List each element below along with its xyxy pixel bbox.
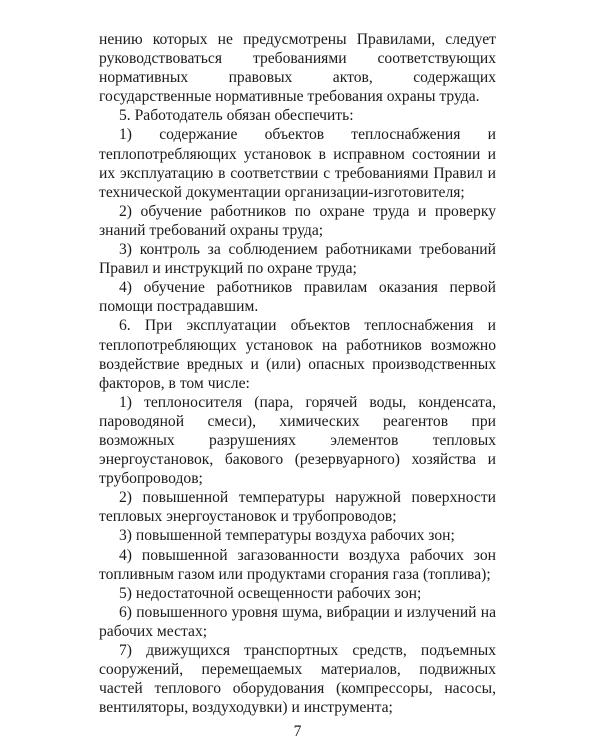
paragraph-clause-6: 6. При эксплуатации объектов теплоснабжения и теплопотребляющих установок на работников возможно воздействие вредных и (или) опасных производственных факторов, в том числе: <box>99 317 496 392</box>
paragraph-clause-6-item-5: 5) недостаточной освещенности рабочих зон; <box>119 584 422 602</box>
paragraph-clause-5-item-3: 3) контроль за соблюдением работниками требований Правил и инструкций по охране труда; <box>99 241 496 278</box>
paragraph-clause-5-item-2: 2) обучение работников по охране труда и проверку знаний требований охраны труда; <box>99 202 496 239</box>
paragraph-clause-6-item-1: 1) теплоносителя (пара, горячей воды, конденсата, пароводяной смеси), химических реагентов при возможных разрушениях элементов тепловых энергоустановок, бакового (резервуарного) хозяйства и трубопроводов; <box>99 393 496 488</box>
paragraph-clause-6-item-4: 4) повышенной загазованности воздуха рабочих зон топливным газом или продуктами сгорания газа (топлива); <box>99 546 496 583</box>
paragraph-clause-6-item-2: 2) повышенной температуры наружной поверхности тепловых энергоустановок и трубопроводов; <box>99 489 496 526</box>
document-page <box>99 30 496 740</box>
paragraph-clause-6-item-7: 7) движущихся транспортных средств, подъемных сооружений, перемещаемых материалов, подвижных частей теплового оборудования (компрессоры, насосы, вентиляторы, воздуходувки) и инструмента; <box>99 642 496 717</box>
paragraph-clause-5-item-1: 1) содержание объектов теплоснабжения и теплопотребляющих установок в исправном состоянии и их эксплуатацию в соответствии с требованиями Правил и технической документации организации-изготовителя; <box>99 126 496 201</box>
paragraph-clause-6-item-3: 3) повышенной температуры воздуха рабочих зон; <box>119 527 455 545</box>
paragraph-clause-5: 5. Работодатель обязан обеспечить: <box>119 107 354 125</box>
page-number: 7 <box>293 723 302 740</box>
paragraph-clause-6-item-6: 6) повышенного уровня шума, вибрации и излучений на рабочих местах; <box>99 603 496 640</box>
paragraph-clause-5-item-4: 4) обучение работников правилам оказания первой помощи пострадавшим. <box>99 279 496 316</box>
paragraph-continuation: нению которых не предусмотрены Правилами, следует руководствоваться требованиями соответствующих нормативных правовых актов, содержащих государственные нормативные требования охраны труда. <box>99 31 496 106</box>
body-text <box>99 30 496 717</box>
